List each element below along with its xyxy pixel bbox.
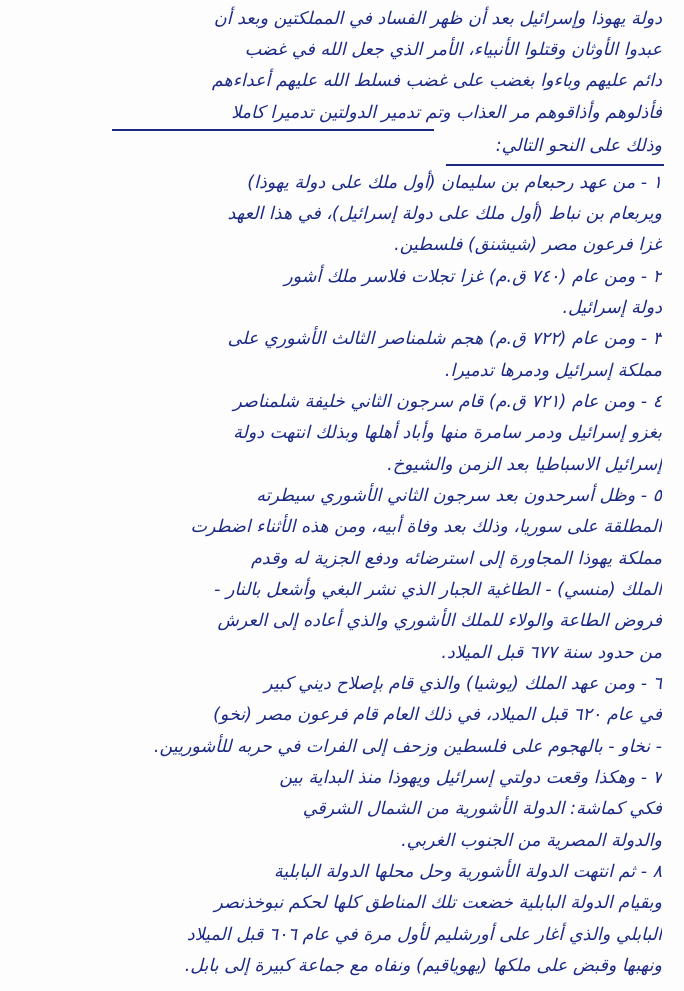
- text-line: إسرائيل الاسباطيا بعد الزمن والشيوخ.: [387, 455, 662, 475]
- text-line: المطلقة على سوريا، وذلك بعد وفاة أبيه، ومن هذه الأثناء اضطرت: [190, 517, 662, 537]
- text-line: والدولة المصرية من الجنوب الغربي.: [401, 831, 662, 851]
- text-line: وذلك على النحو التالي:: [495, 136, 662, 156]
- text-line: ٣ - ومن عام (٧٢٢ ق.م) هجم شلمناصر الثالث الأشوري على: [227, 329, 662, 349]
- text-line: - نخاو - بالهجوم على فلسطين وزحف إلى الفرات في حربه للأشوريين.: [153, 737, 662, 757]
- text-line: في عام ٦٢٠ قبل الميلاد، في ذلك العام قام فرعون مصر (نخو): [213, 705, 662, 725]
- text-line: ويربعام بن نباط (أول ملك على دولة إسرائيل)، في هذا العهد: [227, 204, 662, 224]
- text-line: ٨ - ثم انتهت الدولة الأشورية وحل محلها الدولة البابلية: [273, 862, 662, 882]
- text-line: البابلي والذي أغار على أورشليم لأول مرة في عام ٦٠٦ قبل الميلاد: [186, 925, 662, 945]
- text-line: مملكة إسرائيل ودمرها تدميرا.: [444, 361, 662, 381]
- text-line: فروض الطاعة والولاء للملك الأشوري والذي أعاده إلى العرش: [217, 611, 662, 631]
- text-line: ٥ - وظل أسرحدون بعد سرجون الثاني الأشوري سيطرته: [256, 486, 662, 506]
- text-line: دولة يهوذا وإسرائيل بعد أن ظهر الفساد في المملكتين وبعد أن: [213, 9, 662, 29]
- text-line: من حدود سنة ٦٧٧ قبل الميلاد.: [441, 643, 662, 663]
- text-line: ٧ - وهكذا وقعت دولتي إسرائيل ويهوذا منذ البداية بين: [279, 768, 662, 788]
- text-line: وبقيام الدولة البابلية خضعت تلك المناطق كلها لحكم نبوخذنصر: [214, 893, 662, 913]
- text-line: عبدوا الأوثان وقتلوا الأنبياء، الأمر الذي جعل الله في غضب: [244, 40, 662, 60]
- underline-mark: [446, 164, 664, 166]
- text-line: فكي كماشة: الدولة الأشورية من الشمال الشرقي: [302, 799, 662, 819]
- text-line: الملك (منسي) - الطاغية الجبار الذي نشر البغي وأشعل بالنار -: [214, 580, 662, 600]
- text-line: ٢ - ومن عام (٧٤٠ ق.م) غزا تجلات فلاسر ملك أشور: [284, 267, 662, 287]
- text-line: ونهبها وقبض على ملكها (يهوياقيم) ونفاه مع جماعة كبيرة إلى بابل.: [184, 956, 662, 976]
- text-line: ٤ - ومن عام (٧٢١ ق.م) قام سرجون الثاني خليفة شلمناصر: [233, 392, 662, 412]
- text-line: ١ - من عهد رحبعام بن سليمان (أول ملك على دولة يهوذا): [247, 173, 662, 193]
- text-line: فأذلوهم وأذاقوهم مر العذاب وتم تدمير الدولتين تدميرا كاملا: [231, 103, 662, 123]
- text-line: مملكة يهوذا المجاورة إلى استرضائه ودفع الجزية له وقدم: [250, 549, 662, 569]
- text-line: دولة إسرائيل.: [562, 298, 662, 318]
- text-line: بغزو إسرائيل ودمر سامرة منها وأباد أهلها وبذلك انتهت دولة: [233, 423, 662, 443]
- text-line: دائم عليهم وباءوا بغضب على غضب فسلط الله عليهم أعداءهم: [211, 71, 662, 91]
- text-line: غزا فرعون مصر (شيشنق) فلسطين.: [394, 235, 662, 255]
- text-line: ٦ - ومن عهد الملك (يوشيا) والذي قام بإصلاح ديني كبير: [264, 674, 662, 694]
